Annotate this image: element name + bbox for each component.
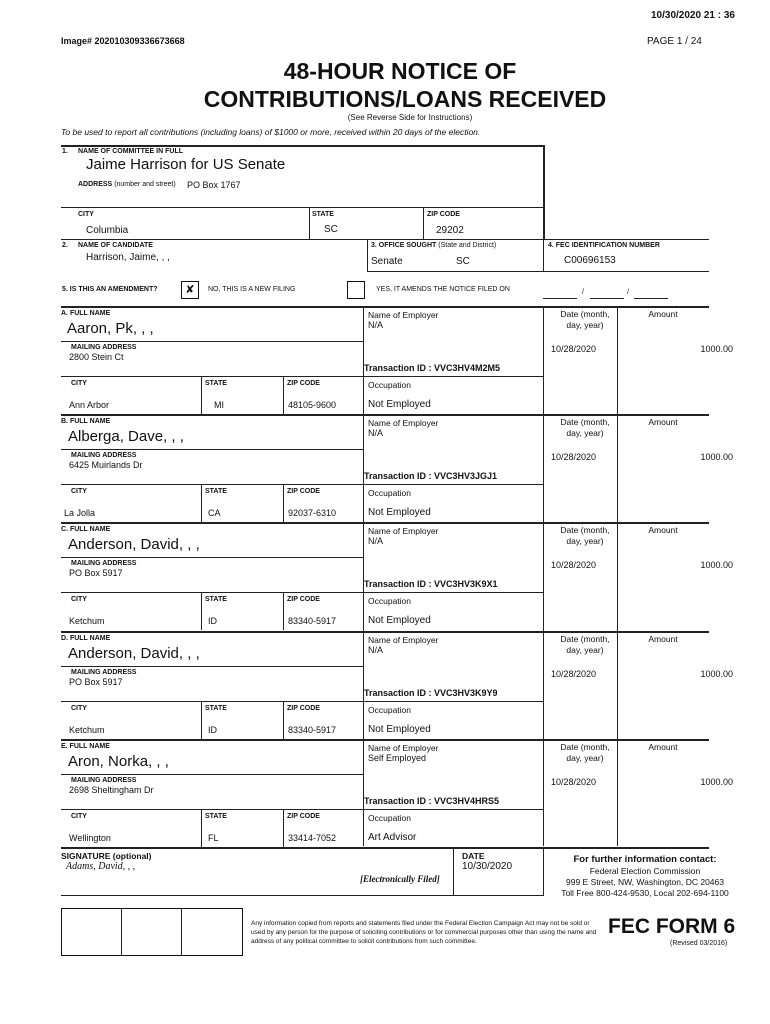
amendment-checkbox[interactable] (347, 281, 365, 299)
occupation-label: Occupation (368, 380, 411, 390)
office-label-sub: (State and District) (438, 242, 497, 249)
table-col-amount (617, 306, 618, 846)
transaction-id: Transaction ID : VVC3HV4M2M5 (364, 363, 501, 373)
contributor-state: ID (208, 725, 217, 735)
amend-date-month (543, 298, 577, 299)
divider (201, 701, 202, 739)
state-label: STATE (205, 380, 227, 387)
date-label-1: Date (month, (560, 525, 610, 535)
amount-label: Amount (648, 309, 678, 319)
state-label: STATE (312, 211, 334, 218)
office-label-text: 3. OFFICE SOUGHT (371, 242, 437, 249)
mailing-address-label: MAILING ADDRESS (71, 452, 137, 459)
new-filing-label: NO, THIS IS A NEW FILING (208, 286, 296, 293)
signature-label: SIGNATURE (optional) (61, 851, 152, 861)
timestamp: 10/30/2020 21 : 36 (651, 10, 735, 21)
occupation-line (363, 701, 543, 702)
committee-state: SC (324, 224, 338, 235)
row-separator (61, 414, 709, 416)
contributor-address: 2698 Sheltingham Dr (69, 785, 154, 795)
amount-label: Amount (648, 634, 678, 644)
city-row-line (61, 207, 544, 208)
candidate-bottom-line (367, 271, 709, 272)
contributor-employer: N/A (368, 536, 384, 546)
contribution-amount: 1000.00 (700, 452, 733, 462)
divider (201, 376, 202, 414)
table-col-employer (363, 306, 364, 846)
contribution-amount: 1000.00 (700, 669, 733, 679)
occupation-line (363, 592, 543, 593)
date-label-2: day, year) (566, 536, 604, 546)
occupation-label: Occupation (368, 705, 411, 715)
contributor-zip: 83340-5917 (288, 725, 337, 735)
state-label: STATE (205, 488, 227, 495)
divider (283, 484, 284, 522)
state-label: STATE (205, 596, 227, 603)
contribution-date: 10/28/2020 (551, 344, 597, 354)
divider (453, 847, 454, 895)
mailing-address-label: MAILING ADDRESS (71, 777, 137, 784)
contact-line3: Toll Free 800-424-9530, Local 202-694-1100 (561, 888, 729, 898)
candidate-name: Harrison, Jaime, , , (86, 252, 170, 263)
amount-label: Amount (648, 525, 678, 535)
zip-label: ZIP CODE (287, 705, 320, 712)
occupation-line (363, 809, 543, 810)
contributor-city: La Jolla (64, 508, 96, 518)
electronically-filed: [Electronically Filed] (360, 874, 440, 884)
contributor-state: CA (208, 508, 221, 518)
contributor-address: 6425 Muirlands Dr (69, 460, 143, 470)
transaction-id: Transaction ID : VVC3HV3JGJ1 (364, 471, 498, 481)
row-separator (61, 739, 709, 741)
address-line (61, 666, 363, 667)
contributor-zip: 48105-9600 (288, 400, 337, 410)
page-number: PAGE 1 / 24 (647, 36, 702, 47)
fec-id-label: 4. FEC IDENTIFICATION NUMBER (548, 242, 660, 249)
instructions: To be used to report all contributions (including loans) of $1000 or more, received within 20 days of the election. (61, 127, 481, 137)
contribution-date: 10/28/2020 (551, 560, 597, 570)
address-label-text: ADDRESS (78, 181, 113, 188)
amend-date-day (590, 298, 624, 299)
signature-date: 10/30/2020 (462, 861, 513, 872)
occupation-line (363, 376, 543, 377)
city-line (61, 484, 363, 485)
amount-label: Amount (648, 742, 678, 752)
row-separator (61, 522, 709, 524)
state-label: STATE (205, 813, 227, 820)
contact-title: For further information contact: (573, 854, 717, 865)
office-sought: Senate (371, 256, 403, 267)
contributor-state: FL (208, 833, 219, 843)
address-line (61, 341, 363, 342)
zip-label: ZIP CODE (287, 380, 320, 387)
full-name-label: C. FULL NAME (61, 526, 111, 533)
city-line (61, 701, 363, 702)
full-name-label: D. FULL NAME (61, 635, 111, 642)
divider (543, 239, 544, 271)
address-line (61, 449, 363, 450)
city-label: CITY (71, 596, 87, 603)
row-separator (61, 631, 709, 633)
contact-line2: 999 E Street, NW, Washington, DC 20463 (566, 877, 724, 887)
contributor-address: PO Box 5917 (69, 677, 123, 687)
contribution-amount: 1000.00 (700, 777, 733, 787)
contributor-employer: N/A (368, 428, 384, 438)
office-label (371, 242, 496, 249)
date-label-2: day, year) (566, 428, 604, 438)
contributor-state: ID (208, 616, 217, 626)
contact-line1: Federal Election Commission (589, 866, 701, 876)
contributor-name: Alberga, Dave, , , (68, 428, 184, 445)
occupation-label: Occupation (368, 488, 411, 498)
city-line (61, 376, 363, 377)
city-label: CITY (71, 705, 87, 712)
amendment-yes-label: YES, IT AMENDS THE NOTICE FILED ON (376, 286, 510, 293)
signature-date-label: DATE (462, 851, 485, 861)
zip-label: ZIP CODE (287, 813, 320, 820)
contributor-occupation: Not Employed (368, 399, 431, 410)
box-right-line (543, 145, 545, 240)
divider (201, 592, 202, 630)
contribution-date: 10/28/2020 (551, 669, 597, 679)
divider (367, 239, 368, 271)
contribution-amount: 1000.00 (700, 560, 733, 570)
fec-id: C00696153 (564, 255, 616, 266)
address-sublabel: (number and street) (114, 181, 176, 188)
contribution-date: 10/28/2020 (551, 777, 597, 787)
table-col-date (543, 306, 544, 846)
contributor-zip: 92037-6310 (288, 508, 337, 518)
divider (283, 809, 284, 847)
contributor-address: PO Box 5917 (69, 568, 123, 578)
candidate-num: 2. (62, 242, 68, 249)
divider (283, 701, 284, 739)
occupation-label: Occupation (368, 596, 411, 606)
mailing-address-label: MAILING ADDRESS (71, 344, 137, 351)
employer-label: Name of Employer (368, 526, 439, 536)
date-label-1: Date (month, (560, 742, 610, 752)
contributor-state: MI (214, 400, 224, 410)
contributor-zip: 33414-7052 (288, 833, 337, 843)
contributor-employer: N/A (368, 645, 384, 655)
contributor-employer: Self Employed (368, 753, 427, 763)
employer-label: Name of Employer (368, 743, 439, 753)
contributor-address: 2800 Stein Ct (69, 352, 124, 362)
divider (121, 909, 122, 955)
candidate-row-line (61, 239, 709, 240)
transaction-id: Transaction ID : VVC3HV4HRS5 (364, 796, 500, 806)
employer-label: Name of Employer (368, 310, 439, 320)
mailing-address-label: MAILING ADDRESS (71, 560, 137, 567)
committee-city: Columbia (86, 225, 129, 236)
contributor-name: Anderson, David, , , (68, 536, 200, 553)
contributor-city: Wellington (69, 833, 111, 843)
date-label-1: Date (month, (560, 634, 610, 644)
divider (201, 809, 202, 847)
form-title-line1: 48-HOUR NOTICE OF (283, 58, 517, 84)
address-line (61, 557, 363, 558)
image-id: Image# 202010309336673668 (61, 36, 185, 46)
occupation-label: Occupation (368, 813, 411, 823)
employer-label: Name of Employer (368, 418, 439, 428)
contributor-name: Anderson, David, , , (68, 645, 200, 662)
office-use-boxes (61, 908, 243, 956)
full-name-label: A. FULL NAME (61, 310, 111, 317)
contributor-city: Ketchum (69, 725, 105, 735)
zip-label: ZIP CODE (287, 488, 320, 495)
address-label (78, 181, 176, 188)
new-filing-checkbox[interactable]: ✘ (181, 281, 199, 299)
transaction-id: Transaction ID : VVC3HV3K9Y9 (364, 688, 498, 698)
employer-label: Name of Employer (368, 635, 439, 645)
full-name-label: B. FULL NAME (61, 418, 111, 425)
office-state: SC (456, 256, 470, 267)
zip-label: ZIP CODE (427, 211, 460, 218)
contribution-date: 10/28/2020 (551, 452, 597, 462)
form-name: FEC FORM 6 (608, 915, 736, 938)
contributor-occupation: Art Advisor (368, 832, 417, 843)
full-name-label: E. FULL NAME (61, 743, 110, 750)
address-line (61, 774, 363, 775)
contributor-zip: 83340-5917 (288, 616, 337, 626)
amend-date-year (634, 298, 668, 299)
contributor-occupation: Not Employed (368, 507, 431, 518)
form-title-line2: CONTRIBUTIONS/LOANS RECEIVED (203, 86, 607, 112)
date-label-2: day, year) (566, 320, 604, 330)
divider (201, 484, 202, 522)
amount-label: Amount (648, 417, 678, 427)
city-label: CITY (71, 488, 87, 495)
city-label: CITY (78, 211, 94, 218)
city-line (61, 809, 363, 810)
see-reverse-note: (See Reverse Side for Instructions) (347, 113, 473, 122)
divider (283, 592, 284, 630)
signature-name: Adams, David, , , (66, 861, 136, 872)
divider (283, 376, 284, 414)
contributor-city: Ketchum (69, 616, 105, 626)
divider (309, 207, 310, 239)
committee-name: Jaime Harrison for US Senate (86, 156, 286, 173)
city-label: CITY (71, 380, 87, 387)
city-label: CITY (71, 813, 87, 820)
committee-address: PO Box 1767 (187, 180, 241, 190)
disclaimer: Any information copied from reports and statements filed under the Federal Election Campaign Act may not be sold or used by any person for the purpose of soliciting contributions or for commercial purposes other than using the name and address of any political committee to solicit contributions from such committee. (251, 920, 597, 945)
divider (423, 207, 424, 239)
contributor-city: Ann Arbor (69, 400, 110, 410)
date-label-2: day, year) (566, 753, 604, 763)
contribution-amount: 1000.00 (700, 344, 733, 354)
signature-bottom-line (61, 895, 544, 896)
mailing-address-label: MAILING ADDRESS (71, 669, 137, 676)
committee-name-label: NAME OF COMMITTEE IN FULL (78, 148, 183, 155)
contributor-occupation: Not Employed (368, 724, 431, 735)
contributor-employer: N/A (368, 320, 384, 330)
committee-num: 1. (62, 148, 68, 155)
city-line (61, 592, 363, 593)
amend-date-sep2: / (627, 289, 629, 296)
date-label-1: Date (month, (560, 309, 610, 319)
date-label-1: Date (month, (560, 417, 610, 427)
candidate-name-label: NAME OF CANDIDATE (78, 242, 153, 249)
amendment-label: 5. IS THIS AN AMENDMENT? (62, 286, 158, 293)
state-label: STATE (205, 705, 227, 712)
amend-date-sep1: / (582, 289, 584, 296)
occupation-line (363, 484, 543, 485)
table-top-line (61, 306, 709, 308)
date-label-2: day, year) (566, 645, 604, 655)
divider (181, 909, 182, 955)
box-top-line (61, 145, 544, 147)
committee-zip: 29202 (436, 225, 464, 236)
contributor-occupation: Not Employed (368, 615, 431, 626)
signature-top-line (61, 847, 709, 849)
contributor-name: Aaron, Pk, , , (67, 320, 154, 337)
form-revised: (Revised 03/2016) (670, 940, 728, 947)
transaction-id: Transaction ID : VVC3HV3K9X1 (364, 579, 498, 589)
zip-label: ZIP CODE (287, 596, 320, 603)
contributor-name: Aron, Norka, , , (68, 753, 169, 770)
